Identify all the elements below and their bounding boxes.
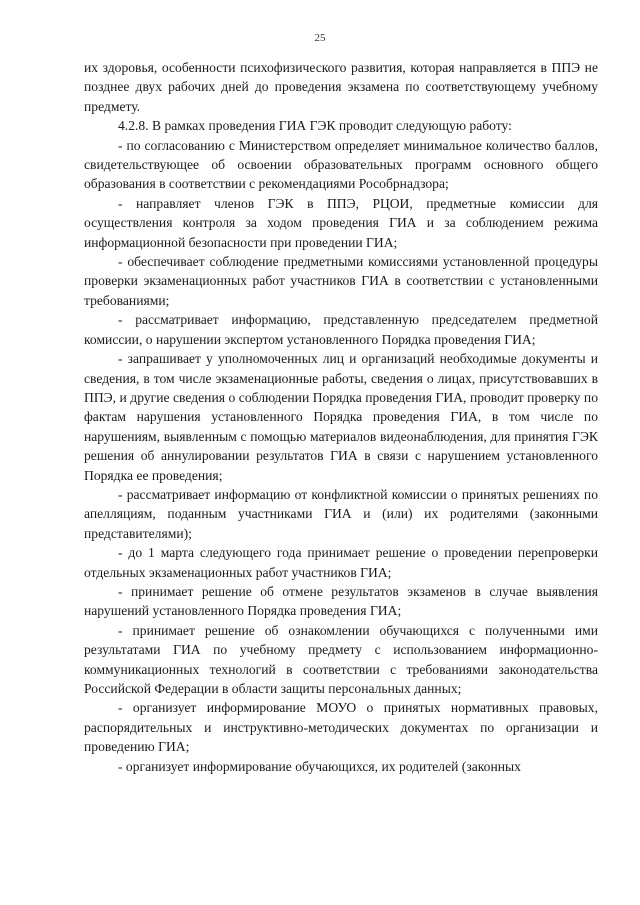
page-number: 25: [314, 32, 326, 44]
section-heading: 4.2.8. В рамках проведения ГИА ГЭК проводит следующую работу:: [118, 118, 512, 134]
list-item: - организует информирование МОУО о принятых нормативных правовых, распорядительных и инструктивно-методических документах по организации и проведению ГИА;: [84, 700, 598, 755]
list-item: - принимает решение об отмене результатов экзаменов в случае выявления нарушений установленного Порядка проведения ГИА;: [84, 583, 598, 619]
list-item: - организует информирование обучающихся, их родителей (законных: [118, 758, 521, 774]
list-item: - до 1 марта следующего года принимает решение о проведении перепроверки отдельных экзаменационных работ участников ГИА;: [84, 545, 598, 580]
list-item: - запрашивает у уполномоченных лиц и организаций необходимые документы и сведения, в том числе экзаменационные работы, сведения о лицах, присутствовавших в ППЭ, и другие сведения о соблюдении Порядка проведения ГИА, проводит проверку по фактам нарушения установленного Порядка проведения ГИА, в том числе по нарушениям, выявленным с помощью материалов видеонаблюдения, для принятия ГЭК решения об аннулировании результатов ГИА в связи с нарушением установленного Порядка ее проведения;: [84, 351, 598, 483]
list-item: - рассматривает информацию, представленную председателем предметной комиссии, о нарушении экспертом установленного Порядка проведения ГИА;: [84, 312, 598, 347]
list-item: - рассматривает информацию от конфликтной комиссии о принятых решениях по апелляциям, поданным участниками ГИА и (или) их родителями (законными представителями);: [84, 486, 598, 541]
paragraph: их здоровья, особенности психофизического развития, которая направляется в ППЭ не позднее двух рабочих дней до проведения экзамена по соответствующему учебному предмету.: [84, 60, 598, 114]
list-item: - принимает решение об ознакомлении обучающихся с полученными ими результатами ГИА по учебному предмету с использованием информационно-коммуникационных технологий в соответствии с требованиями законодательства Российской Федерации в области защиты персональных данных;: [84, 622, 598, 696]
document-body: [84, 58, 598, 776]
list-item: - обеспечивает соблюдение предметными комиссиями установленной процедуры проверки экзаменационных работ участников ГИА в соответствии с установленными требованиями;: [84, 254, 598, 308]
list-item: - по согласованию с Министерством определяет минимальное количество баллов, свидетельствующее об освоении образовательных программ основного общего образования в соответствии с рекомендациями Рособрнадзора;: [84, 137, 598, 192]
list-item: - направляет членов ГЭК в ППЭ, РЦОИ, предметные комиссии для осуществления контроля за ходом проведения ГИА и за соблюдением режима информационной безопасности при проведении ГИА;: [84, 195, 598, 250]
